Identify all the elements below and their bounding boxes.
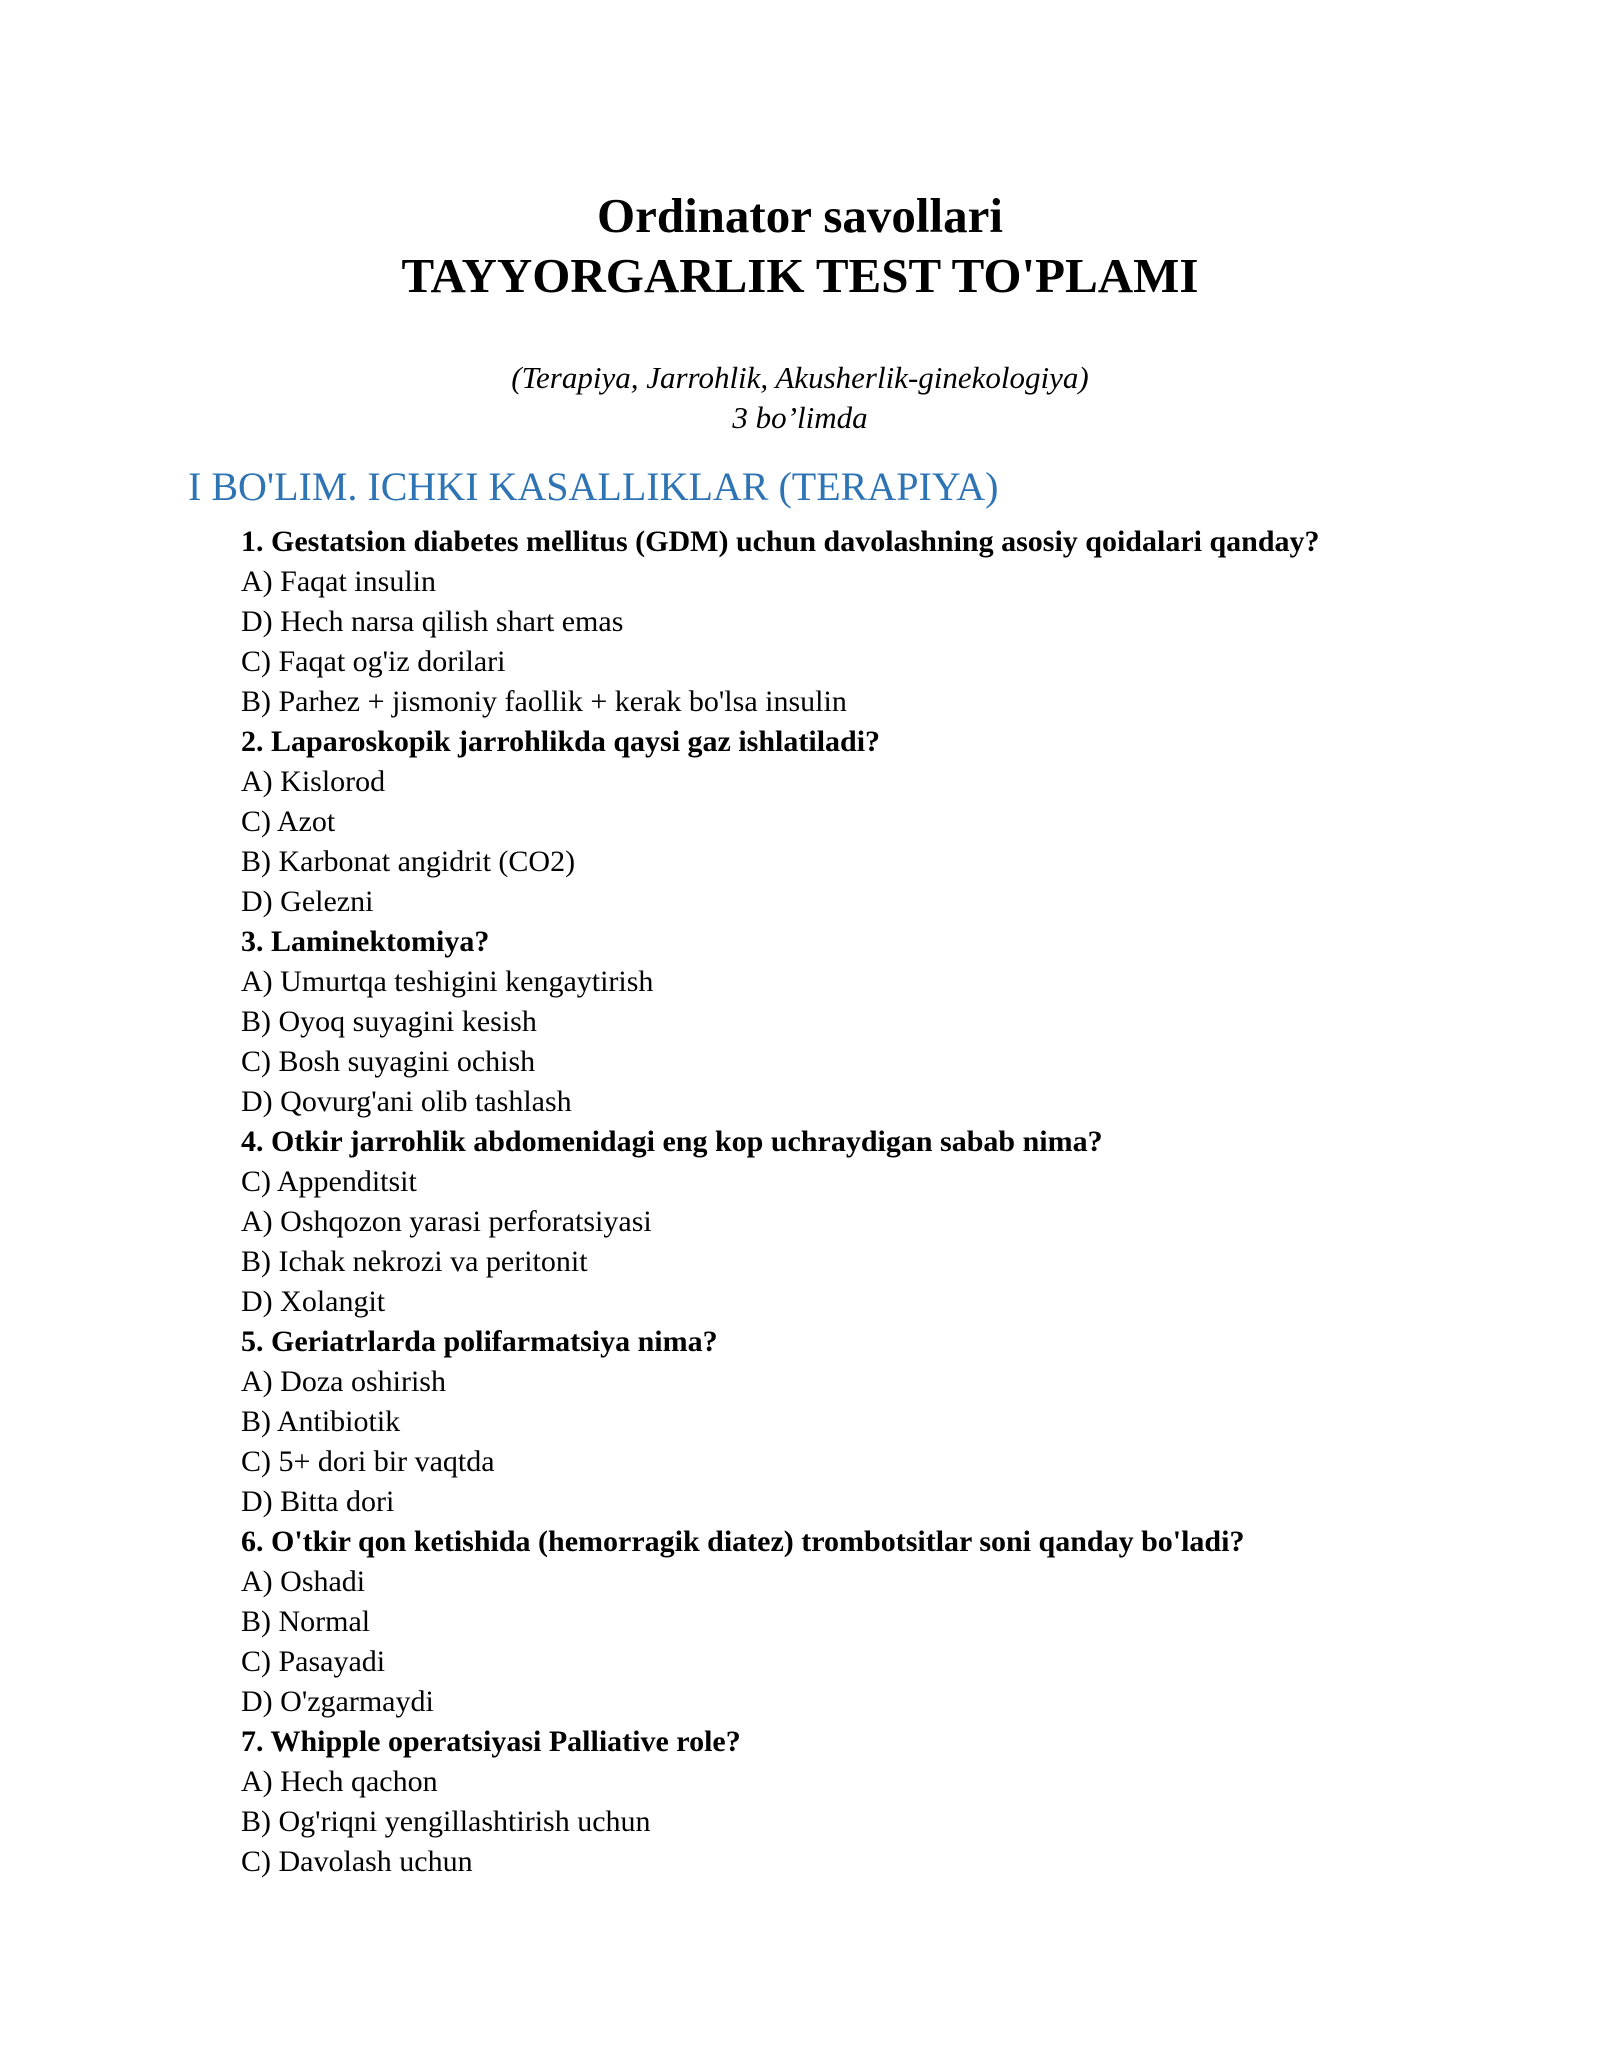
answer-option: B) Parhez + jismoniy faollik + kerak bo'lsa insulin — [241, 685, 847, 718]
answer-option: B) Karbonat angidrit (CO2) — [241, 845, 576, 878]
document-subtitle — [0, 358, 1600, 438]
answer-option: D) Xolangit — [241, 1285, 386, 1318]
answer-option: A) Umurtqa teshigini kengaytirish — [241, 965, 654, 998]
answer-option: C) Pasayadi — [241, 1645, 386, 1678]
question-item — [241, 922, 1561, 1122]
answer-option: A) Oshadi — [241, 1565, 366, 1598]
question-list — [241, 522, 1561, 1882]
answer-option: A) Oshqozon yarasi perforatsiyasi — [241, 1205, 652, 1238]
question-item — [241, 1122, 1561, 1322]
answer-option: D) Hech narsa qilish shart emas — [241, 605, 624, 638]
question-text: 7. Whipple operatsiyasi Palliative role? — [241, 1725, 741, 1758]
subtitle-line-2: 3 bo’limda — [732, 400, 868, 435]
answer-option: C) Faqat og'iz dorilari — [241, 645, 506, 678]
question-text: 5. Geriatrlarda polifarmatsiya nima? — [241, 1325, 718, 1358]
answer-option: D) O'zgarmaydi — [241, 1685, 434, 1718]
question-text: 2. Laparoskopik jarrohlikda qaysi gaz ishlatiladi? — [241, 725, 881, 758]
question-text: 3. Laminektomiya? — [241, 925, 490, 958]
answer-option: C) Appenditsit — [241, 1165, 417, 1198]
answer-option: C) 5+ dori bir vaqtda — [241, 1445, 495, 1478]
answer-option: D) Bitta dori — [241, 1485, 395, 1518]
answer-option: B) Normal — [241, 1605, 371, 1638]
question-text: 1. Gestatsion diabetes mellitus (GDM) uchun davolashning asosiy qoidalari qanday? — [241, 525, 1320, 558]
question-item — [241, 1522, 1561, 1722]
answer-option: C) Davolash uchun — [241, 1845, 473, 1878]
question-text: 4. Otkir jarrohlik abdomenidagi eng kop uchraydigan sabab nima? — [241, 1125, 1103, 1158]
answer-option: D) Gelezni — [241, 885, 374, 918]
answer-option: B) Antibiotik — [241, 1405, 401, 1438]
answer-option: B) Ichak nekrozi va peritonit — [241, 1245, 588, 1278]
section-heading: I BO'LIM. ICHKI KASALLIKLAR (TERAPIYA) — [188, 464, 999, 509]
answer-option: A) Kislorod — [241, 765, 386, 798]
title-line-1: Ordinator savollari — [596, 188, 1004, 243]
answer-option: C) Bosh suyagini ochish — [241, 1045, 536, 1078]
answer-option: D) Qovurg'ani olib tashlash — [241, 1085, 572, 1118]
answer-option: A) Hech qachon — [241, 1765, 438, 1798]
question-item — [241, 1722, 1561, 1882]
question-item — [241, 1322, 1561, 1522]
question-text: 6. O'tkir qon ketishida (hemorragik diatez) trombotsitlar soni qanday bo'ladi? — [241, 1525, 1245, 1558]
answer-option: B) Og'riqni yengillashtirish uchun — [241, 1805, 651, 1838]
document-title — [0, 186, 1600, 306]
question-item — [241, 722, 1561, 922]
subtitle-line-1: (Terapiya, Jarrohlik, Akusherlik-ginekologiya) — [511, 360, 1089, 395]
answer-option: A) Faqat insulin — [241, 565, 436, 598]
question-item — [241, 522, 1561, 722]
answer-option: A) Doza oshirish — [241, 1365, 446, 1398]
title-line-2: TAYYORGARLIK TEST TO'PLAMI — [401, 248, 1199, 303]
answer-option: C) Azot — [241, 805, 336, 838]
answer-option: B) Oyoq suyagini kesish — [241, 1005, 537, 1038]
